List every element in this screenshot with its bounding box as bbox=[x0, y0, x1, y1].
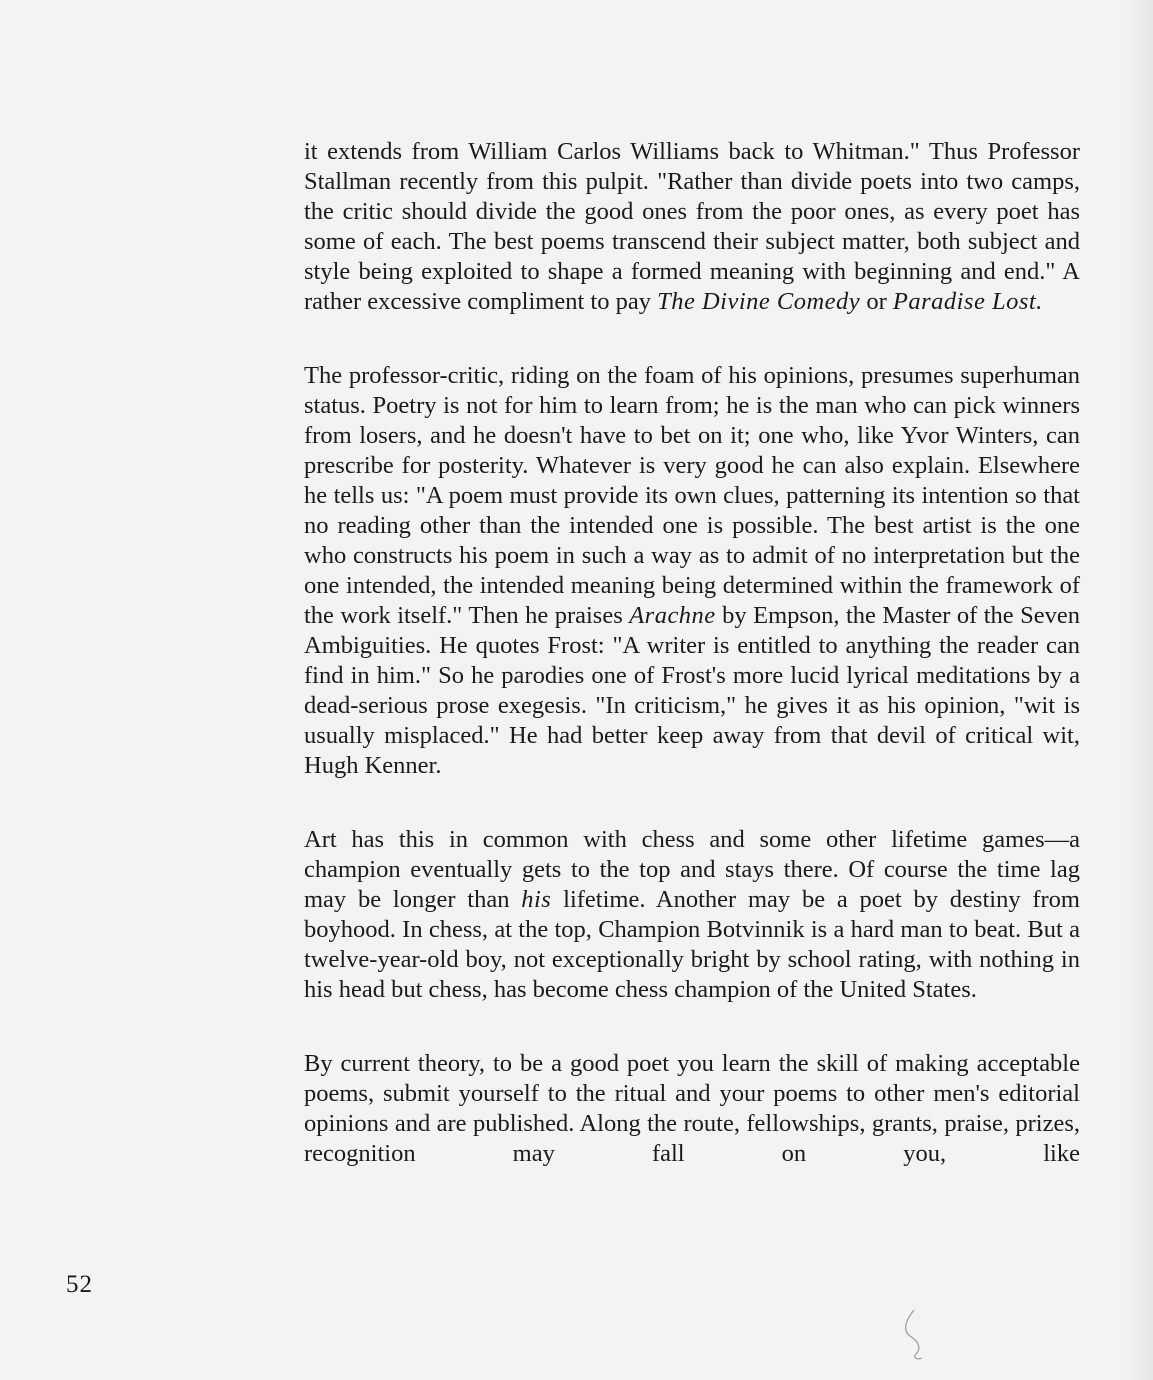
page-edge-shadow bbox=[1123, 0, 1153, 1380]
pencil-mark-icon bbox=[896, 1308, 936, 1363]
paragraph-current-theory bbox=[304, 1049, 1080, 1169]
paragraph-segment: Art has this in common with chess and some other lifetime games—a champion eventually gets to the top and stays there. Of course the time lag may be longer than bbox=[304, 826, 1080, 913]
paragraph-segment: it extends from William Carlos Williams back to Whitman." Thus Professor Stallman recently from this pulpit. "Rather than divide poets into two camps, the critic should divide the good ones from the poor ones, as every poet has some of each. The best poems transcend their subject matter, both subject and style being exploited to shape a formed meaning with beginning and end." A rather excessive compliment to pay bbox=[304, 138, 1080, 315]
paragraph-stallman bbox=[304, 137, 1080, 317]
paragraph-segment: or bbox=[860, 288, 893, 315]
page-number: 52 bbox=[66, 1271, 93, 1298]
paragraph-segment: By current theory, to be a good poet you learn the skill of making acceptable poems, submit yourself to the ritual and your poems to other men's editorial opinions and are published. Along the route, fellowships, grants, praise, prizes, recognition may fall on you, like bbox=[304, 1050, 1080, 1167]
paragraph-segment: lifetime. Another may be a poet by destiny from boyhood. In chess, at the top, Champion Botvinnik is a hard man to beat. But a twelve-year-old boy, not exceptionally bright by school rating, with nothing in his head but chess, has become chess champion of the United States. bbox=[304, 886, 1080, 1003]
title-divine-comedy: The Divine Comedy bbox=[657, 288, 861, 315]
paragraph-chess bbox=[304, 825, 1080, 1005]
paragraph-segment: by Empson, the Master of the Seven Ambiguities. He quotes Frost: "A writer is entitled to anything the reader can find in him." So he parodies one of Frost's more lucid lyrical meditations by a dead-serious prose exegesis. "In criticism," he gives it as his opinion, "wit is usually misplaced." He had better keep away from that devil of critical wit, Hugh Kenner. bbox=[304, 602, 1080, 779]
title-arachne: Arachne bbox=[629, 602, 716, 629]
title-paradise-lost: Paradise Lost. bbox=[892, 288, 1043, 315]
paragraph-professor-critic bbox=[304, 361, 1080, 781]
paragraph-segment: The professor-critic, riding on the foam of his opinions, presumes superhuman status. Poetry is not for him to learn from; he is the man who can pick winners from losers, and he doesn't have to bet on it; one who, like Yvor Winters, can prescribe for posterity. Whatever is very good he can also explain. Elsewhere he tells us: "A poem must provide its own clues, patterning its intention so that no reading other than the intended one is possible. The best artist is the one who constructs his poem in such a way as to admit of no interpretation but the one intended, the intended meaning being determined within the framework of the work itself." Then he praises bbox=[304, 362, 1080, 629]
body-text bbox=[304, 137, 1080, 1169]
emphasis-his: his bbox=[521, 886, 552, 913]
